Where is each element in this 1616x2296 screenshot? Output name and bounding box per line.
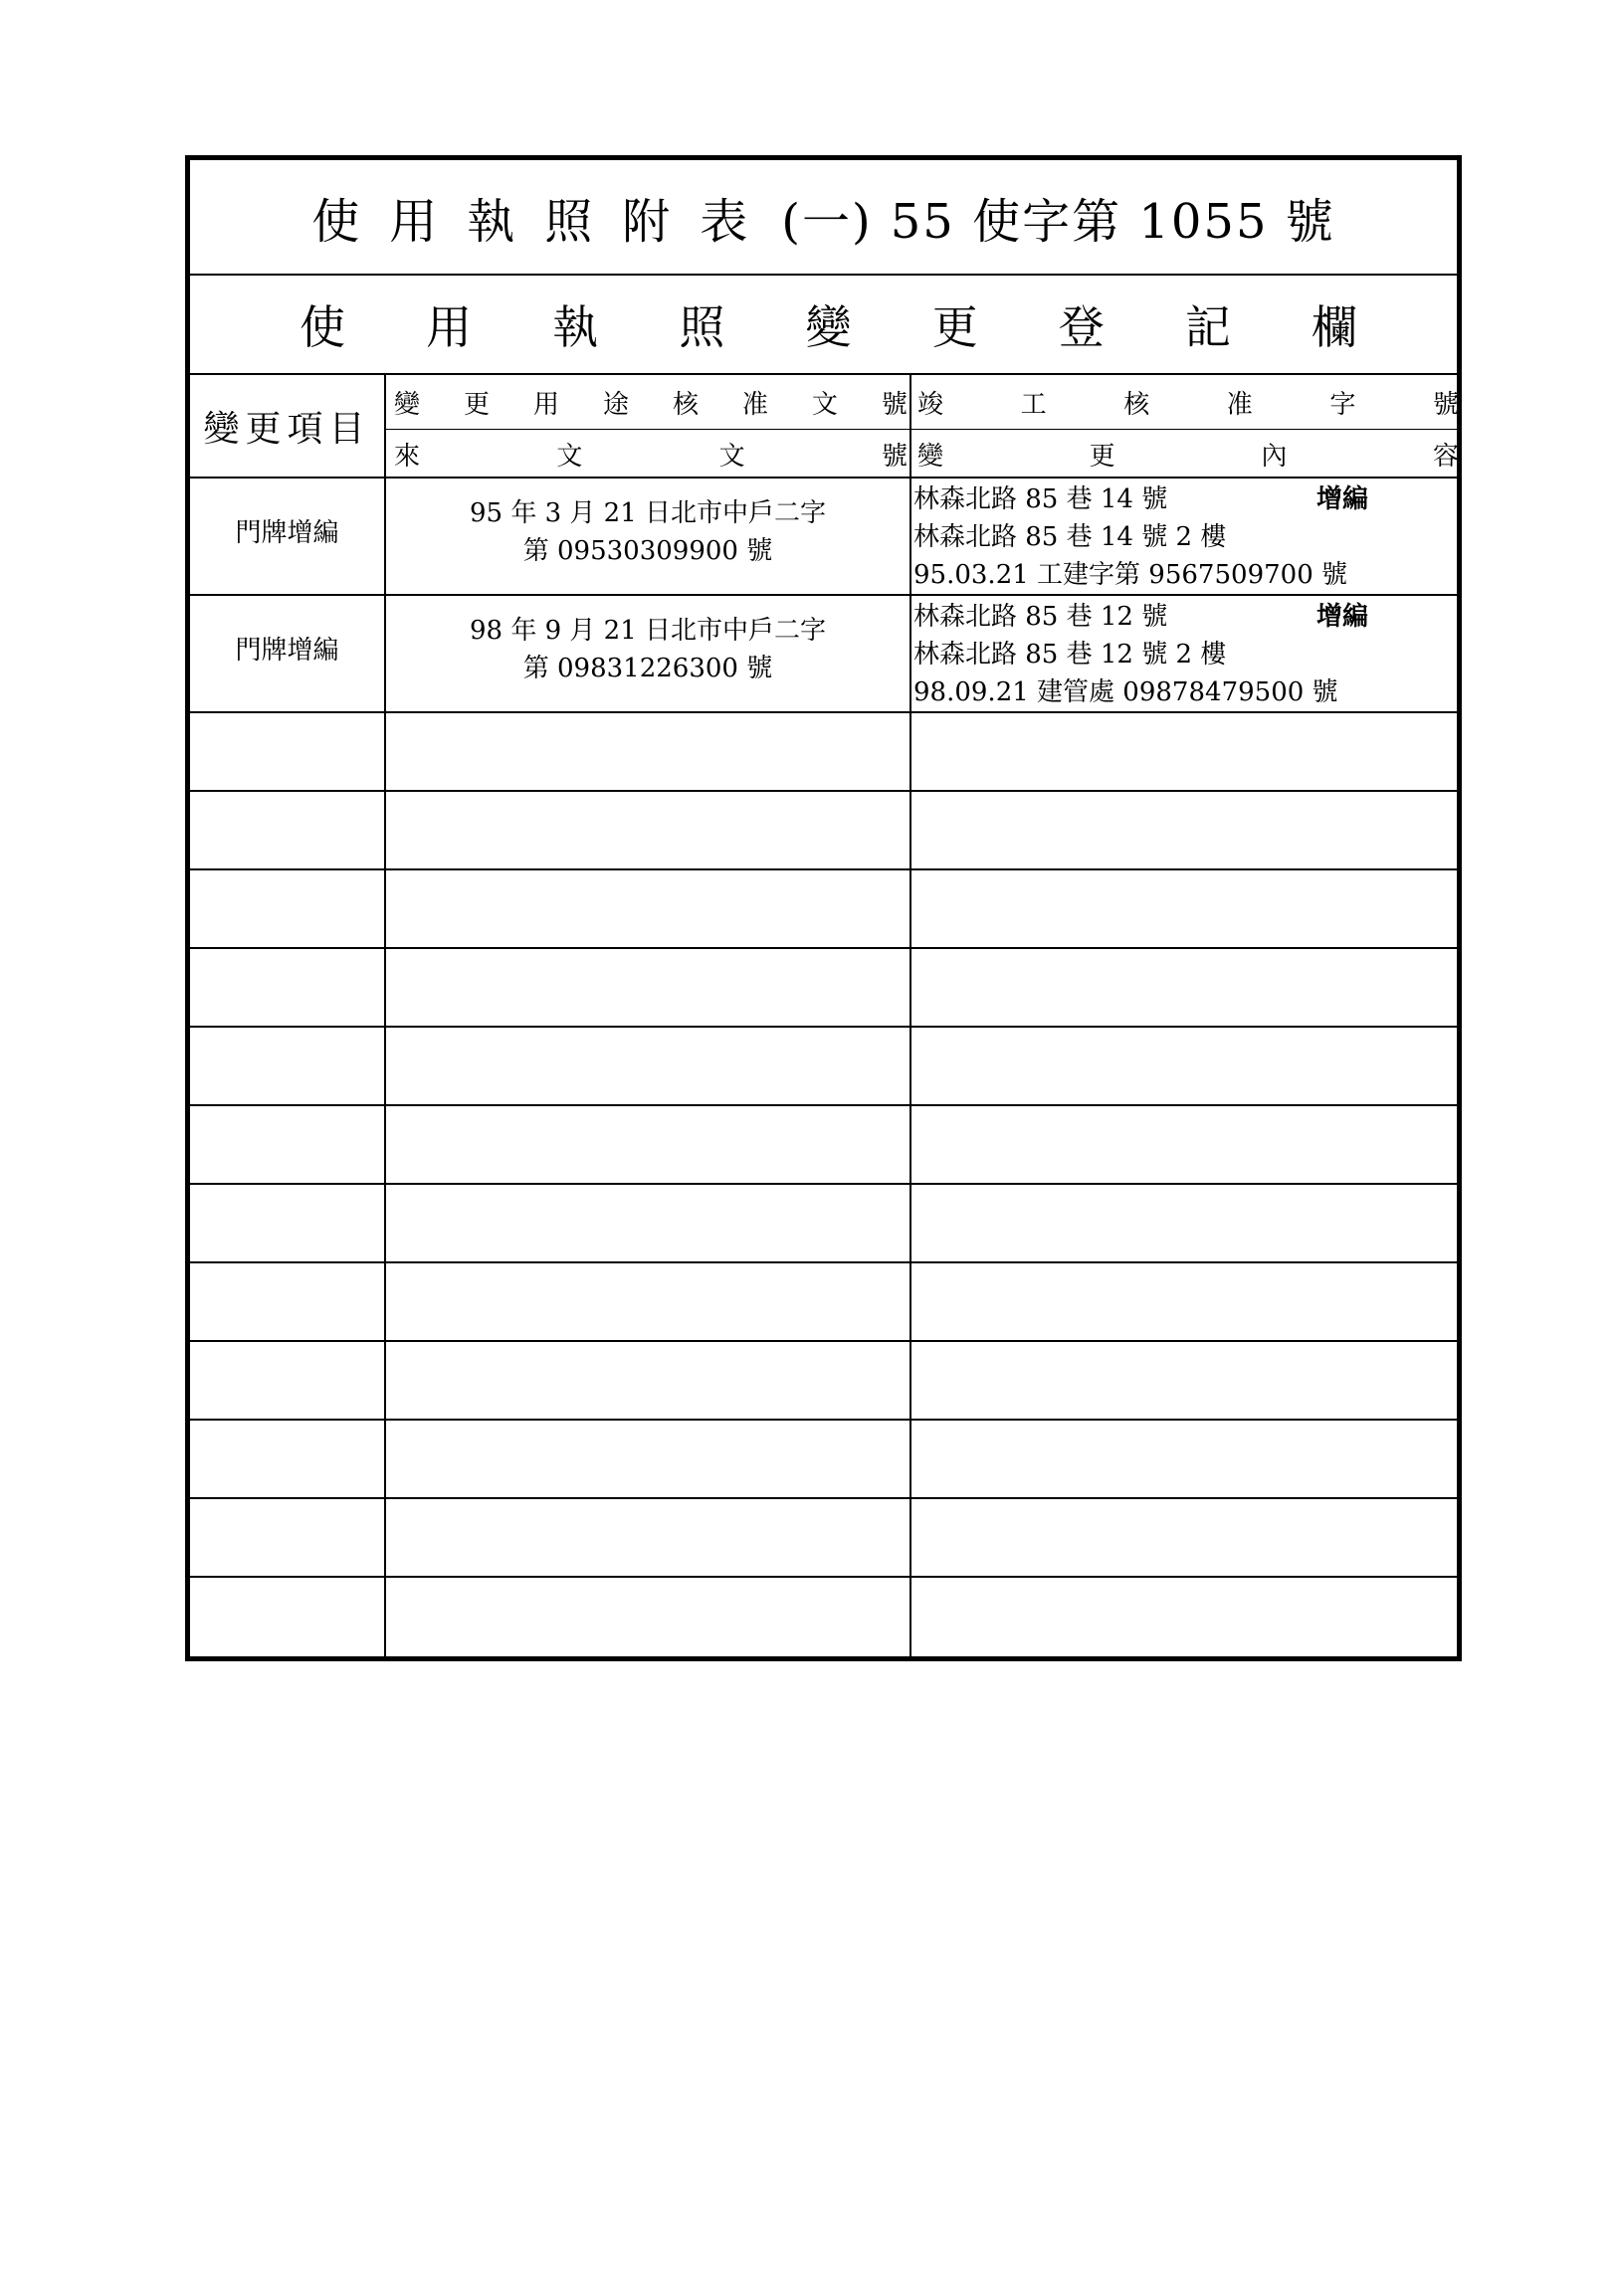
change-content-header	[913, 431, 1459, 477]
row-divider	[190, 790, 1457, 792]
header-char: 途	[602, 389, 629, 420]
header-char: 用	[532, 389, 559, 420]
row-divider	[190, 947, 1457, 949]
form-title-main: 使用執照附表	[311, 193, 778, 250]
header-char: 變	[917, 441, 944, 472]
header-char: 內	[1261, 441, 1288, 472]
header-char: 文	[811, 389, 838, 420]
row-divider	[190, 868, 1457, 870]
header-char: 變	[394, 389, 421, 420]
subtitle-char: 照	[679, 300, 725, 354]
header-char: 號	[881, 441, 908, 472]
row-2-doc-line2: 第 09831226300 號	[522, 654, 773, 683]
row-divider	[190, 711, 1457, 713]
row-1-content-tag: 增編	[1316, 484, 1369, 514]
header-char: 准	[741, 389, 768, 420]
row-2-content-tag: 增編	[1316, 602, 1369, 632]
header-char: 來	[394, 441, 421, 472]
row-1-content-line2: 林森北路 85 巷 14 號 2 樓	[913, 522, 1227, 552]
header-char: 竣	[917, 389, 944, 420]
row-divider	[190, 1340, 1457, 1342]
header-char: 工	[1020, 389, 1047, 420]
row-divider	[190, 1419, 1457, 1421]
incoming-doc-header	[388, 431, 909, 477]
completion-approval-header	[913, 377, 1459, 427]
row-divider	[190, 1104, 1457, 1106]
subtitle-char: 登	[1058, 300, 1105, 354]
change-registration-form	[185, 155, 1462, 1661]
row-2-content-line2: 林森北路 85 巷 12 號 2 樓	[913, 640, 1227, 670]
row-2-content-line3: 98.09.21 建管處 09878479500 號	[913, 677, 1338, 707]
header-char: 字	[1329, 389, 1356, 420]
row-1-content-line3: 95.03.21 工建字第 9567509700 號	[913, 560, 1347, 590]
row-divider	[190, 594, 1457, 596]
column-divider	[909, 373, 911, 1656]
header-char: 號	[881, 389, 908, 420]
subtitle-char: 更	[931, 300, 978, 354]
row-1-item: 門牌增編	[235, 518, 339, 548]
header-char: 核	[1123, 389, 1150, 420]
header-char: 容	[1432, 441, 1459, 472]
header-char: 更	[1089, 441, 1115, 472]
header-char: 文	[556, 441, 583, 472]
form-title	[190, 160, 1457, 274]
row-1-content-line1: 林森北路 85 巷 14 號	[913, 484, 1168, 514]
form-subtitle	[190, 276, 1457, 373]
header-char: 文	[718, 441, 745, 472]
subtitle-char: 用	[426, 300, 473, 354]
header-char: 核	[672, 389, 699, 420]
header-char: 准	[1226, 389, 1253, 420]
subtitle-char: 使	[300, 300, 345, 354]
subtitle-char: 執	[552, 300, 599, 354]
subtitle-char: 欄	[1312, 300, 1357, 354]
form-title-paren: (一)	[781, 193, 873, 250]
row-divider	[190, 1026, 1457, 1028]
row-divider	[190, 1261, 1457, 1263]
header-divider	[386, 429, 1457, 430]
row-divider	[190, 1497, 1457, 1499]
approval-doc-header	[388, 377, 909, 427]
header-char: 更	[463, 389, 490, 420]
row-2-item: 門牌增編	[235, 636, 339, 666]
change-item-header: 變更項目	[203, 408, 371, 450]
row-divider	[190, 1183, 1457, 1185]
row-divider	[190, 477, 1457, 478]
row-1-doc-line1: 95 年 3 月 21 日北市中戶二字	[469, 498, 827, 528]
license-number: 55 使字第 1055 號	[890, 193, 1335, 250]
header-char: 號	[1432, 389, 1459, 420]
row-1-doc-line2: 第 09530309900 號	[522, 536, 773, 566]
row-2-doc-line1: 98 年 9 月 21 日北市中戶二字	[469, 616, 827, 646]
column-divider	[384, 373, 386, 1656]
subtitle-char: 記	[1184, 300, 1231, 354]
subtitle-char: 變	[805, 300, 852, 354]
row-divider	[190, 1576, 1457, 1578]
row-2-content-line1: 林森北路 85 巷 12 號	[913, 602, 1168, 632]
